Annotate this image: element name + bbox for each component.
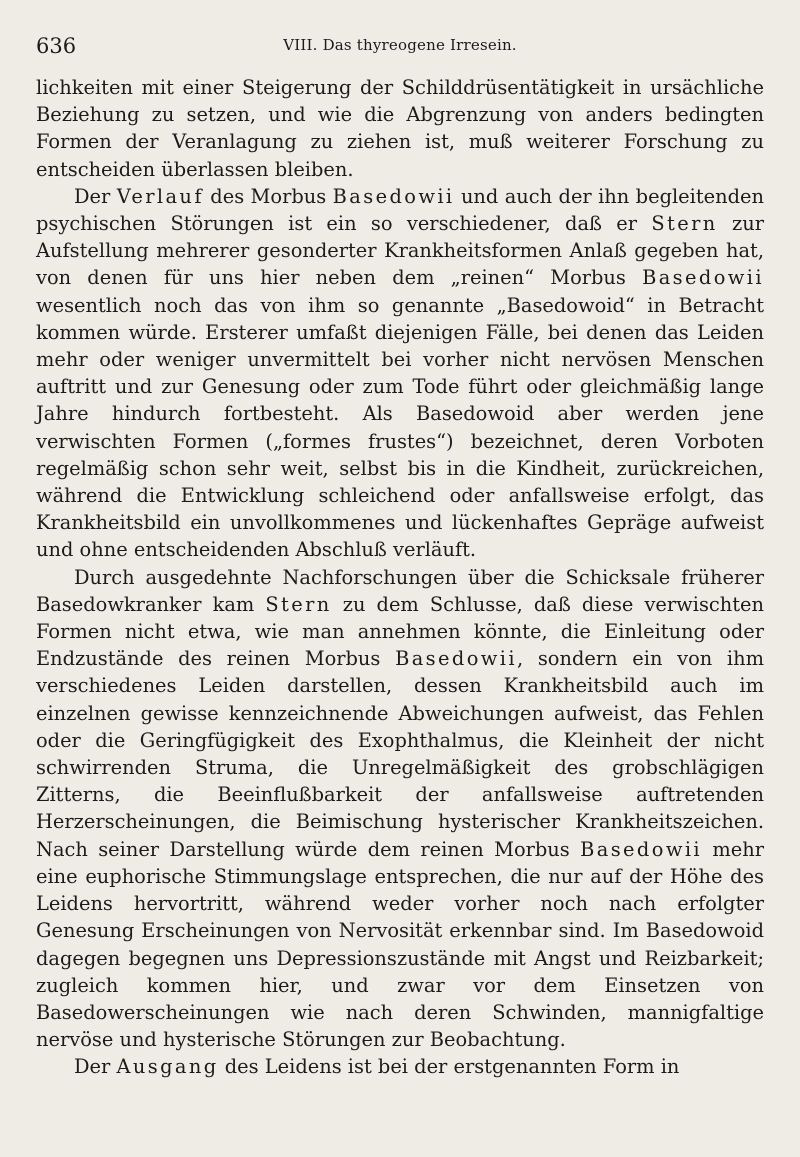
text-run: zur Aufstellung mehrerer gesonderter Krankheitsformen Anlaß gegeben hat, von denen für uns hier neben dem „reinen“ Morbus [36,212,764,290]
paragraph-2 [36,183,764,564]
emphasis-verlauf: Verlauf [116,184,204,208]
text-run: des Leidens ist bei der erstgenannten Form in [218,1055,680,1079]
text-run: zu dem Schlusse, daß diese verwischten Formen nicht etwa, wie man annehmen könnte, die Einleitung oder Endzustände des reinen Morbus [36,592,764,671]
page-number: 636 [36,34,77,58]
text-run: mehr eine euphorische Stimmungslage entsprechen, die nur auf der Höhe des Leidens hervortritt, während weder vorher noch nach erfolgter Genesung Erscheinungen von Nervosität erkennbar sind. Im Basedowoid dagegen begegnen uns Depressionszustände mit Angst und Reizbarkeit; zugleich kommen hier, und zwar vor dem Einsetzen von Basedowerscheinungen wie nach deren Schwinden, mannigfaltige nervöse und hysterische Störungen zur Beobachtung. [36,837,764,1052]
text-run: und auch der ihn begleitenden psychischen Störungen ist ein so verschiedener, daß er [36,184,764,236]
text-run: , sondern ein von ihm verschiedenes Leiden darstellen, dessen Krankheitsbild auch im einzelnen gewisse kennzeichnende Abweichungen aufweist, das Fehlen oder die Geringfügigkeit des Exophthalmus, die Kleinheit der nicht schwirrenden Struma, die Unregelmäßigkeit des grobschlägigen Zitterns, die Beeinflußbarkeit der anfallsweise auftretenden Herzerscheinungen, die Beimischung hysterischer Krankheitszeichen. Nach seiner Darstellung würde dem reinen Morbus [36,647,765,861]
emphasis-basedowii: Basedowii [642,266,764,290]
text-run: wesentlich noch das von ihm so genannte „Basedowoid“ in Betracht kommen würde. Ersterer umfaßt diejenigen Fälle, bei denen das Leiden mehr oder weniger unvermittelt bei vorher nicht nervösen Menschen auftritt und zur Genesung oder zum Tode führt oder gleichmäßig lange Jahre hindurch fortbesteht. Als Basedowoid aber werden jene verwischten Formen („formes frustes“) bezeichnet, deren Vorboten regelmäßig schon sehr weit, selbst bis in die Kindheit, zurückreichen, während die Entwicklung schleichend oder anfallsweise erfolgt, das Krankheitsbild ein unvollkommenes und lückenhaftes Gepräge aufweist und ohne entscheidenden Abschluß verläuft. [36,293,764,562]
body-text [36,74,764,1081]
text-run: Durch ausgedehnte Nachforschungen über die Schicksale früherer Basedowkranker kam [36,565,764,616]
emphasis-basedowii: Basedowii [580,837,703,861]
emphasis-basedowii: Basedowii [395,647,517,671]
paragraph-3 [36,564,764,1054]
emphasis-stern: Stern [651,212,718,236]
emphasis-stern: Stern [265,592,332,616]
paragraph-4 [36,1053,764,1080]
emphasis-ausgang: Ausgang [116,1055,219,1079]
text-run: Der [74,1055,117,1079]
running-head: VIII. Das thyreogene Irresein. [283,36,517,54]
paragraph-1 [36,74,764,183]
text-run: lichkeiten mit einer Steigerung der Schilddrüsentätigkeit in ursächliche Beziehung zu setzen, und wie die Abgrenzung von anders bedingten Formen der Veranlagung zu ziehen ist, muß weiterer Forschung zu entscheiden überlassen bleiben. [36,76,764,181]
page-header [36,26,764,66]
text-run: des Morbus [203,184,333,208]
text-run: Der [74,184,117,208]
emphasis-basedowii: Basedowii [332,184,455,208]
